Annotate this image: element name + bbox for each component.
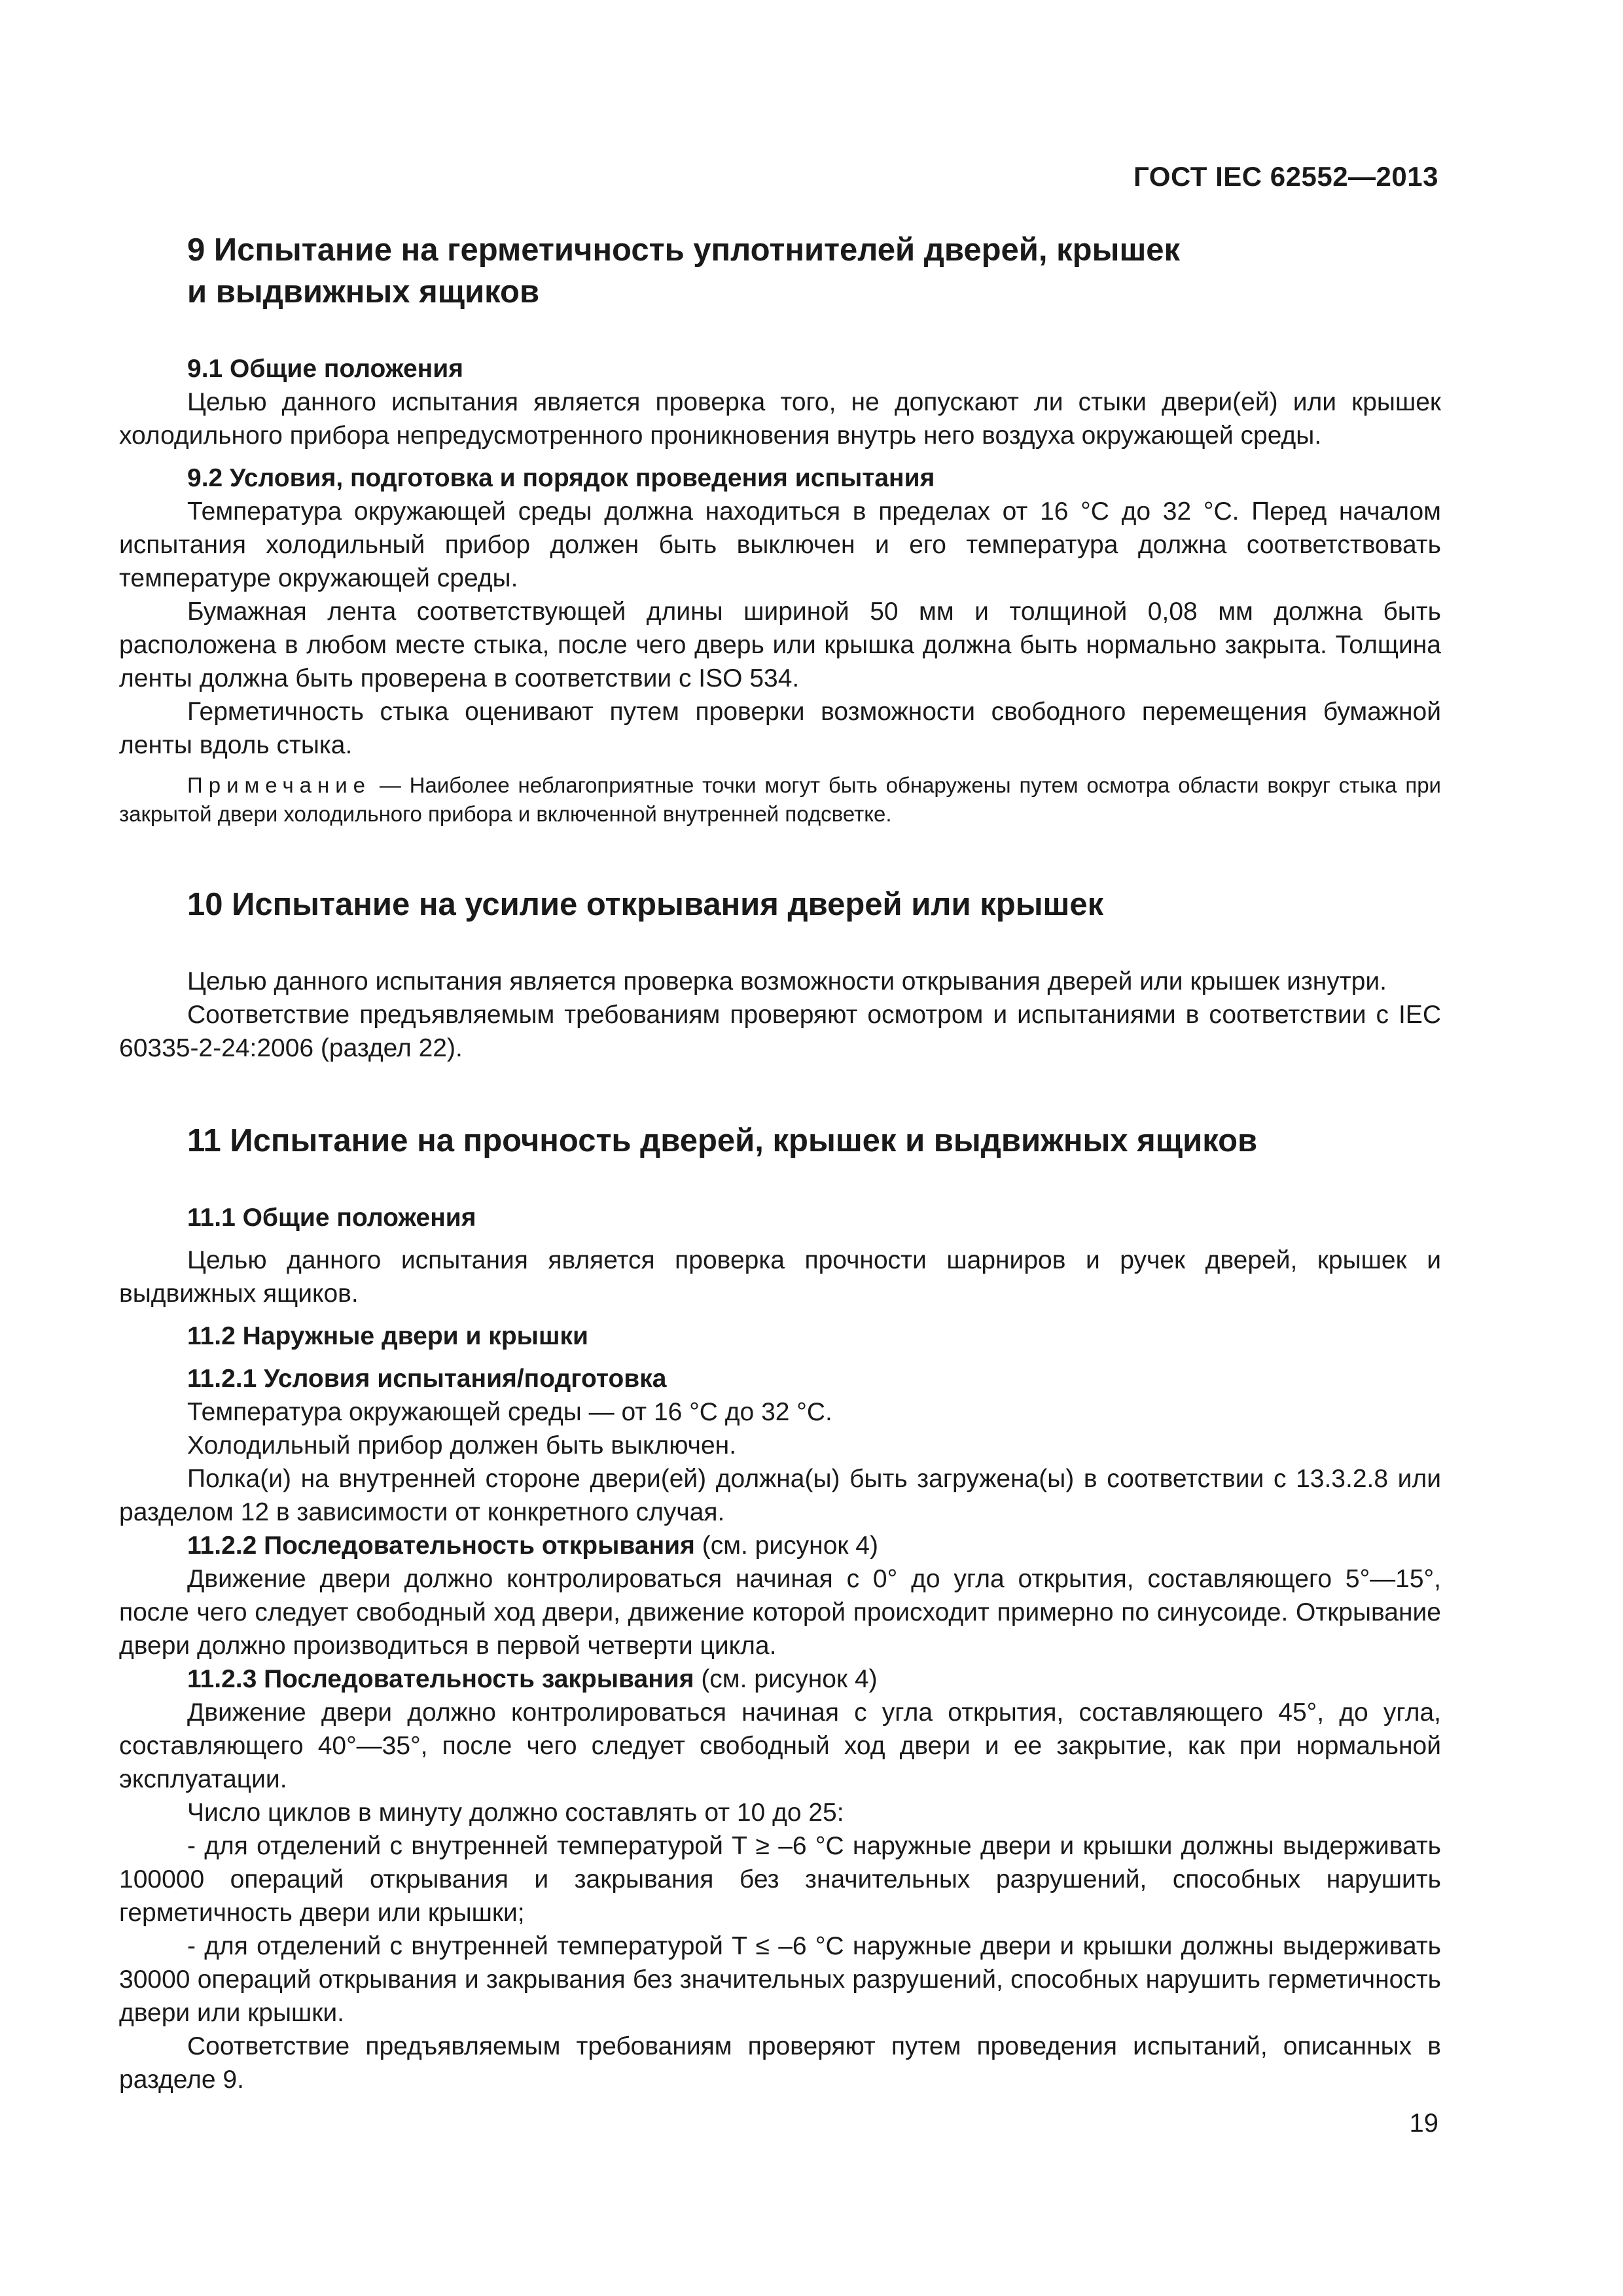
- subsection-11-2-3-title: 11.2.3 Последовательность закрывания: [187, 1665, 694, 1693]
- paragraph: Движение двери должно контролироваться начиная с 0° до угла открытия, составляющего 5°—15°, после чего следует свободный ход двери, движение которой происходит примерно по синусоиде. Открывание двери должно производиться в первой четверти цикла.: [119, 1565, 1441, 1660]
- subsection-11-2-3-heading: [119, 1662, 1441, 1696]
- section-9-title-line1: 9 Испытание на герметичность уплотнителей дверей, крышек: [187, 232, 1181, 268]
- paragraph: Соответствие предъявляемым требованиям проверяют осмотром и испытаниями в соответствии с IEC 60335-2-24:2006 (раздел 22).: [119, 1001, 1441, 1062]
- paragraph: Температура окружающей среды должна находиться в пределах от 16 °С до 32 °С. Перед началом испытания холодильный прибор должен быть выключен и его температура должна соответствовать температуре окружающей среды.: [119, 497, 1441, 592]
- subsection-9-1-title: 9.1 Общие положения: [187, 355, 463, 383]
- subsection-11-2-2-title: 11.2.2 Последовательность открывания: [187, 1532, 695, 1560]
- paragraph: Движение двери должно контролироваться начиная с угла открытия, составляющего 45°, до угла, составляющего 40°—35°, после чего следует свободный ход двери и ее закрытие, как при нормальной эксплуатации.: [119, 1698, 1441, 1793]
- standard-designation: ГОСТ IEC 62552—2013: [1133, 161, 1438, 192]
- paragraph: Целью данного испытания является проверка возможности открывания дверей или крышек изнутри.: [187, 967, 1387, 996]
- figure-reference: (см. рисунок 4): [694, 1665, 878, 1693]
- paragraph: Соответствие предъявляемым требованиям проверяют путем проведения испытаний, описанных в разделе 9.: [119, 2032, 1441, 2094]
- subsection-11-2-title: 11.2 Наружные двери и крышки: [187, 1322, 588, 1350]
- list-item: - для отделений с внутренней температурой T ≤ –6 °С наружные двери и крышки должны выдерживать 30000 операций открывания и закрывания без значительных разрушений, способных нарушить герметичность двери или крышки.: [119, 1932, 1441, 2027]
- paragraph: Температура окружающей среды — от 16 °С до 32 °С.: [187, 1398, 832, 1426]
- paragraph: Полка(и) на внутренней стороне двери(ей) должна(ы) быть загружена(ы) в соответствии с 13.3.2.8 или разделом 12 в зависимости от конкретного случая.: [119, 1465, 1441, 1526]
- note: [119, 771, 1441, 829]
- paragraph: Герметичность стыка оценивают путем проверки возможности свободного перемещения бумажной ленты вдоль стыка.: [119, 698, 1441, 759]
- section-9-title: [119, 229, 1441, 313]
- section-9-title-line2: и выдвижных ящиков: [187, 274, 540, 310]
- list-item: - для отделений с внутренней температурой T ≥ –6 °С наружные двери и крышки должны выдерживать 100000 операций открывания и закрывания без значительных разрушений, способных нарушить герметичность двери или крышки;: [119, 1832, 1441, 1927]
- paragraph: Целью данного испытания является проверка того, не допускают ли стыки двери(ей) или крышек холодильного прибора непредусмотренного проникновения внутрь него воздуха окружающей среды.: [119, 388, 1441, 450]
- subsection-11-2-1-title: 11.2.1 Условия испытания/подготовка: [187, 1365, 667, 1393]
- figure-reference: (см. рисунок 4): [694, 1532, 878, 1560]
- section-10-title: 10 Испытание на усилие открывания дверей или крышек: [187, 887, 1104, 922]
- subsection-11-1-title: 11.1 Общие положения: [187, 1204, 476, 1232]
- page-number: 19: [1409, 2109, 1438, 2138]
- subsection-11-2-2-heading: [119, 1529, 1441, 1562]
- paragraph: Бумажная лента соответствующей длины шириной 50 мм и толщиной 0,08 мм должна быть расположена в любом месте стыка, после чего дверь или крышка должна быть нормально закрыта. Толщина ленты должна быть проверена в соответствии с ISO 534.: [119, 598, 1441, 692]
- section-11-title: 11 Испытание на прочность дверей, крышек и выдвижных ящиков: [187, 1123, 1258, 1158]
- note-label: Примечание: [187, 773, 372, 797]
- paragraph: Холодильный прибор должен быть выключен.: [187, 1431, 737, 1460]
- page-content: [119, 229, 1441, 2096]
- note-text: — Наиболее неблагоприятные точки могут быть обнаружены путем осмотра области вокруг стыка при закрытой двери холодильного прибора и включенной внутренней подсветке.: [119, 773, 1441, 826]
- paragraph: Число циклов в минуту должно составлять от 10 до 25:: [187, 1799, 844, 1827]
- paragraph: Целью данного испытания является проверка прочности шарниров и ручек дверей, крышек и выдвижных ящиков.: [119, 1246, 1441, 1308]
- subsection-9-2-title: 9.2 Условия, подготовка и порядок проведения испытания: [187, 464, 935, 492]
